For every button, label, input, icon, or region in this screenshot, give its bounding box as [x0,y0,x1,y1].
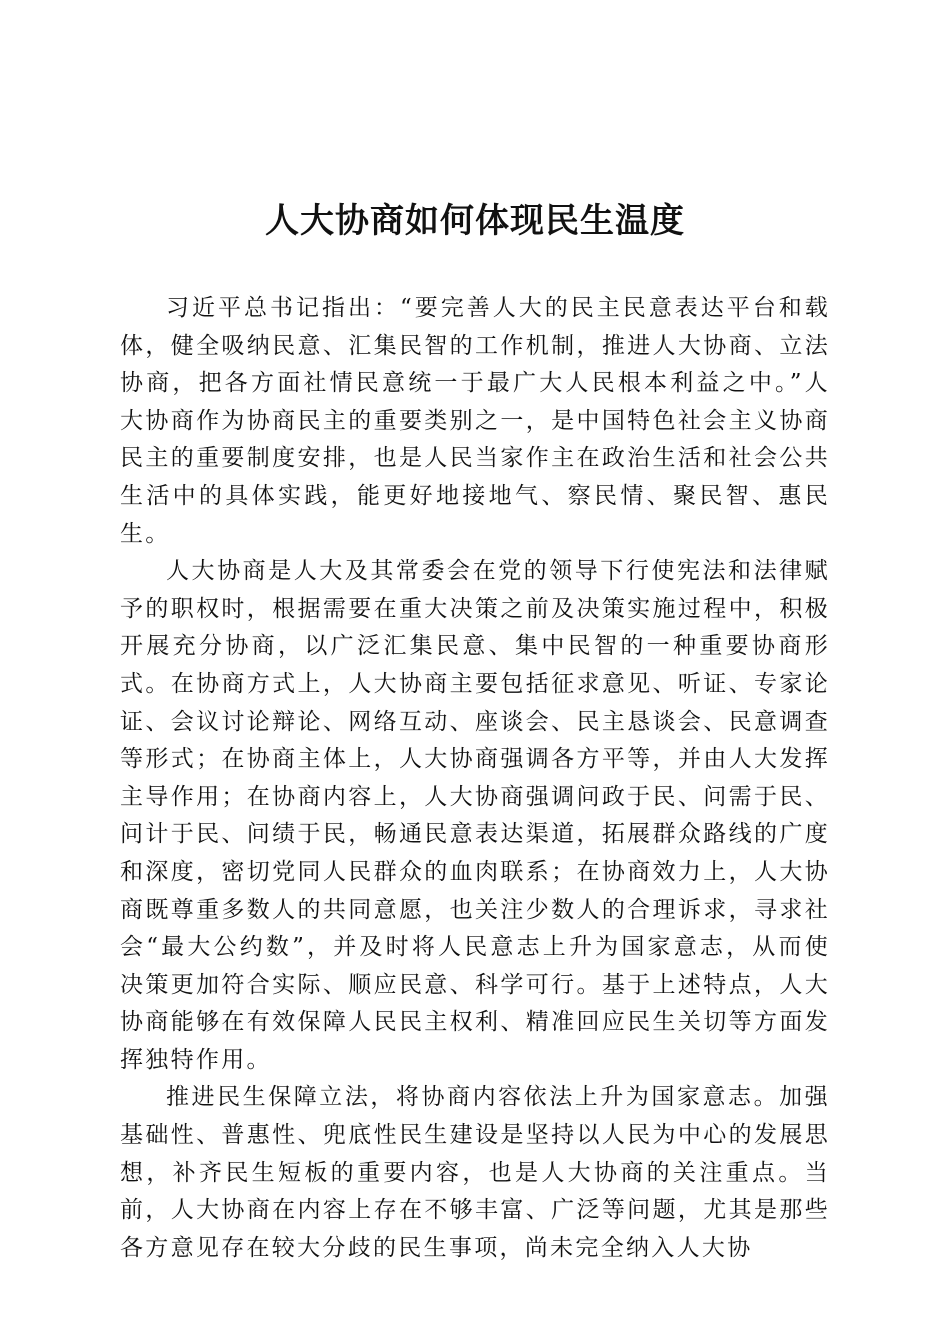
document-body [120,290,830,1267]
paragraph-3: 推进民生保障立法，将协商内容依法上升为国家意志。加强基础性、普惠性、兜底性民生建设是坚持以人民为中心的发展思想，补齐民生短板的重要内容，也是人大协商的关注重点。当前，人大协商在内容上存在不够丰富、广泛等问题，尤其是那些各方意见存在较大分歧的民生事项，尚未完全纳入人大协 [120,1084,830,1261]
document-title: 人大协商如何体现民生温度 [265,201,685,241]
paragraph-1: 习近平总书记指出：“要完善人大的民主民意表达平台和载体，健全吸纳民意、汇集民智的工作机制，推进人大协商、立法协商，把各方面社情民意统一于最广大人民根本利益之中。”人大协商作为协商民主的重要类别之一，是中国特色社会主义协商民主的重要制度安排，也是人民当家作主在政治生活和社会公共生活中的具体实践，能更好地接地气、察民情、聚民智、惠民生。 [120,295,830,547]
paragraph-2: 人大协商是人大及其常委会在党的领导下行使宪法和法律赋予的职权时，根据需要在重大决策之前及决策实施过程中，积极开展充分协商，以广泛汇集民意、集中民智的一种重要协商形式。在协商方式上，人大协商主要包括征求意见、听证、专家论证、会议讨论辩论、网络互动、座谈会、民主恳谈会、民意调查等形式；在协商主体上，人大协商强调各方平等，并由人大发挥主导作用；在协商内容上，人大协商强调问政于民、问需于民、问计于民、问绩于民，畅通民意表达渠道，拓展群众路线的广度和深度，密切党同人民群众的血肉联系；在协商效力上，人大协商既尊重多数人的共同意愿，也关注少数人的合理诉求，寻求社会“最大公约数”，并及时将人民意志上升为国家意志，从而使决策更加符合实际、顺应民意、科学可行。基于上述特点，人大协商能够在有效保障人民民主权利、精准回应民生关切等方面发挥独特作用。 [120,558,830,1073]
